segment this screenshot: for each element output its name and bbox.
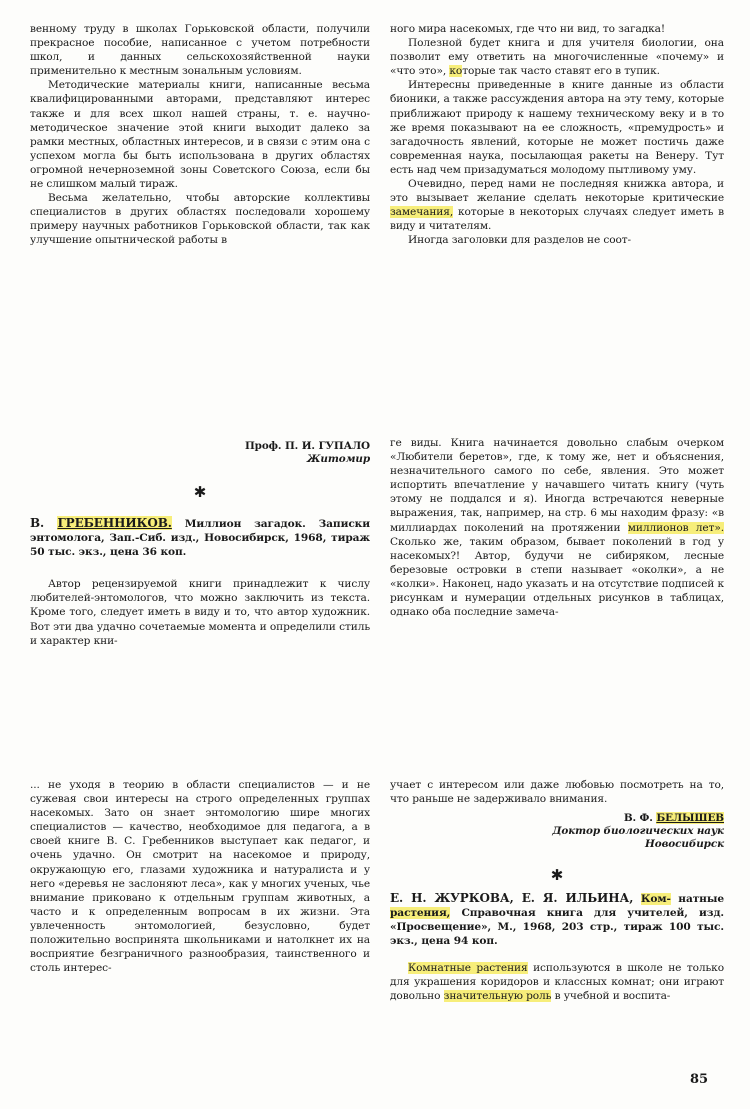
signature-place: Житомир bbox=[306, 453, 370, 465]
paragraph: Методические материалы книги, написанные весьма квалифицированными авторами, представляют интерес также и для всех школ нашей страны, т. е. научно-методическое значение этой книги выходит далеко за рамки местных, областных интересов, и в связи с этим она с успехом могла бы быть использована в других областях огромной нечерноземной зоны Советского Союза, если бы не слишком малый тираж. bbox=[30, 79, 370, 191]
text-run: Полезной будет книга и для учителя биологии, она позволит ему ответить на многочисленные «почему» и «что это», bbox=[390, 37, 724, 78]
star-divider: ✱ bbox=[550, 866, 564, 885]
paragraph bbox=[390, 177, 724, 233]
section2-left-column bbox=[30, 440, 370, 648]
signature-block bbox=[30, 440, 370, 466]
text-run: Сколько же, таким образом, бывает поколений в год у насекомых?! Автор, будучи не сибиряком, лесные березовые островки в степи называет «околки», а не «колки». Наконец, надо указать и на отсутствие подписей к рисункам и нумерации отдельных рисунков в таблицах, однако оба последние замеча- bbox=[390, 535, 724, 619]
bib-text: натные bbox=[670, 893, 724, 906]
bibliography-entry bbox=[390, 891, 724, 948]
bib-details: Справочная книга для учителей, изд. «Просвещение», М., 1968, 203 стр., тираж 100 тыс. экз., цена 94 коп. bbox=[390, 907, 724, 948]
section3-right-column bbox=[390, 778, 724, 1003]
text-run: в учебной и воспита- bbox=[551, 989, 671, 1002]
text-run: используются в школе не только для украшения коридоров и классных комнат; они играют довольно bbox=[390, 961, 724, 1002]
signature-name: Проф. П. И. ГУПАЛО bbox=[244, 440, 370, 452]
text-run: которые в некоторых случаях следует иметь в виду и читателям. bbox=[390, 206, 724, 233]
section2-right-column bbox=[390, 436, 724, 619]
paragraph: Автор рецензируемой книги принадлежит к числу любителей-энтомологов, что можно заключить из текста. Кроме того, следует иметь в виду и то, что автор художник. Вот эти два удачно сочетаемые момента и определили стиль и характер кни- bbox=[30, 578, 370, 647]
bib-author-highlighted: ГРЕБЕННИКОВ. bbox=[57, 516, 172, 530]
paragraph: Иногда заголовки для разделов не соот- bbox=[408, 234, 632, 247]
signature-block bbox=[390, 812, 724, 851]
paragraph: венному труду в школах Горьковской области, получили прекрасное пособие, написанное с учетом потребности школ, и данных сельскохозяйственной науки применительно к местным зональным условиям. bbox=[30, 23, 370, 78]
signature-name bbox=[390, 812, 724, 825]
signature-title: Доктор биологических наук bbox=[552, 825, 724, 838]
text-run: ге виды. Книга начинается довольно слабым очерком «Любители беретов», где, к тому же, нет и объяснения, незначительного самого по себе, явления. Это может испортить впечатление у начавшего читать книгу (чуть этому не поддался и я). Иногда встречаются неверные выражения, так, например, на стр. 6 мы находим фразу: «в миллиардах поколений на протяжении bbox=[390, 437, 724, 534]
signature-initials: В. Ф. bbox=[623, 812, 657, 825]
page-number: 85 bbox=[690, 1072, 709, 1087]
section3-left-column bbox=[30, 778, 370, 975]
bibliography-entry bbox=[30, 516, 370, 559]
bib-author-prefix: В. bbox=[30, 516, 58, 530]
paragraph bbox=[390, 961, 724, 1003]
paragraph: ного мира насекомых, где что ни вид, то загадка! bbox=[390, 23, 666, 35]
signature-place: Новосибирск bbox=[645, 838, 724, 851]
text-run: торые так часто ставят его в тупик. bbox=[462, 65, 660, 78]
paragraph bbox=[390, 436, 724, 619]
text-run: Очевидно, перед нами не последняя книжка автора, и это вызывает желание сделать некоторые критические bbox=[390, 178, 724, 205]
bib-highlighted-text: растения, bbox=[390, 907, 451, 920]
highlighted-text: Комнатные растения bbox=[408, 961, 528, 974]
section1-left-column bbox=[30, 22, 370, 248]
bib-details: Миллион загадок. Записки энтомолога, Зап.-Сиб. изд., Новосибирск, 1968, тираж 50 тыс. экз., цена 36 коп. bbox=[30, 518, 370, 559]
highlighted-text: миллионов лет». bbox=[627, 521, 724, 534]
bib-highlighted-text: Ком- bbox=[640, 893, 671, 906]
signature-surname-highlighted: БЕЛЫШЕВ bbox=[656, 812, 724, 825]
paragraph: Весьма желательно, чтобы авторские коллективы специалистов в других областях последовали хорошему примеру научных работников Горьковской области, так как улучшение опытнической работы в bbox=[30, 192, 370, 247]
paragraph bbox=[390, 36, 724, 78]
bib-authors: Е. Н. ЖУРКОВА, Е. Я. ИЛЬИНА, bbox=[390, 891, 634, 906]
star-divider: ✱ bbox=[193, 483, 207, 501]
highlighted-text: ко bbox=[449, 65, 463, 78]
paragraph: ... не уходя в теорию в области специалистов — и не сужевая свои интересы на строго определенных группах насекомых. Зато он знает энтомологию шире многих специалистов — качество, необходимое для педагога, а в своей книге В. С. Гребенников выступает как педагог, и очень удачно. Он смотрит на насекомое и природу, окружающую его, глазами художника и натуралиста и у него «деревья не заслоняют леса», как у многих ученых, чье внимание приковано к отдельным группам животных, а часто и к определенным вопросам в их жизни. Эта увлеченность энтомологией, безусловно, будет положительно воспринята школьниками и натолкнет их на восприятие безграничного разнообразия, таинственного и столь интерес- bbox=[30, 779, 370, 975]
section1-right-column bbox=[390, 22, 724, 248]
highlighted-text: замечания, bbox=[390, 206, 454, 219]
paragraph: Интересны приведенные в книге данные из области бионики, а также рассуждения автора на эту тему, которые приближают природу к нашему техническому веку и в то же время показывают на ее сложность, «премудрость» и загадочность явлений, которые не может постичь даже современная наука, посылающая ракеты на Венеру. Тут есть над чем призадуматься молодому пытливому уму. bbox=[390, 79, 724, 176]
paragraph: учает с интересом или даже любовью посмотреть на то, что раньше не задерживало внимания. bbox=[390, 779, 724, 806]
highlighted-text: значительную роль bbox=[443, 989, 552, 1002]
